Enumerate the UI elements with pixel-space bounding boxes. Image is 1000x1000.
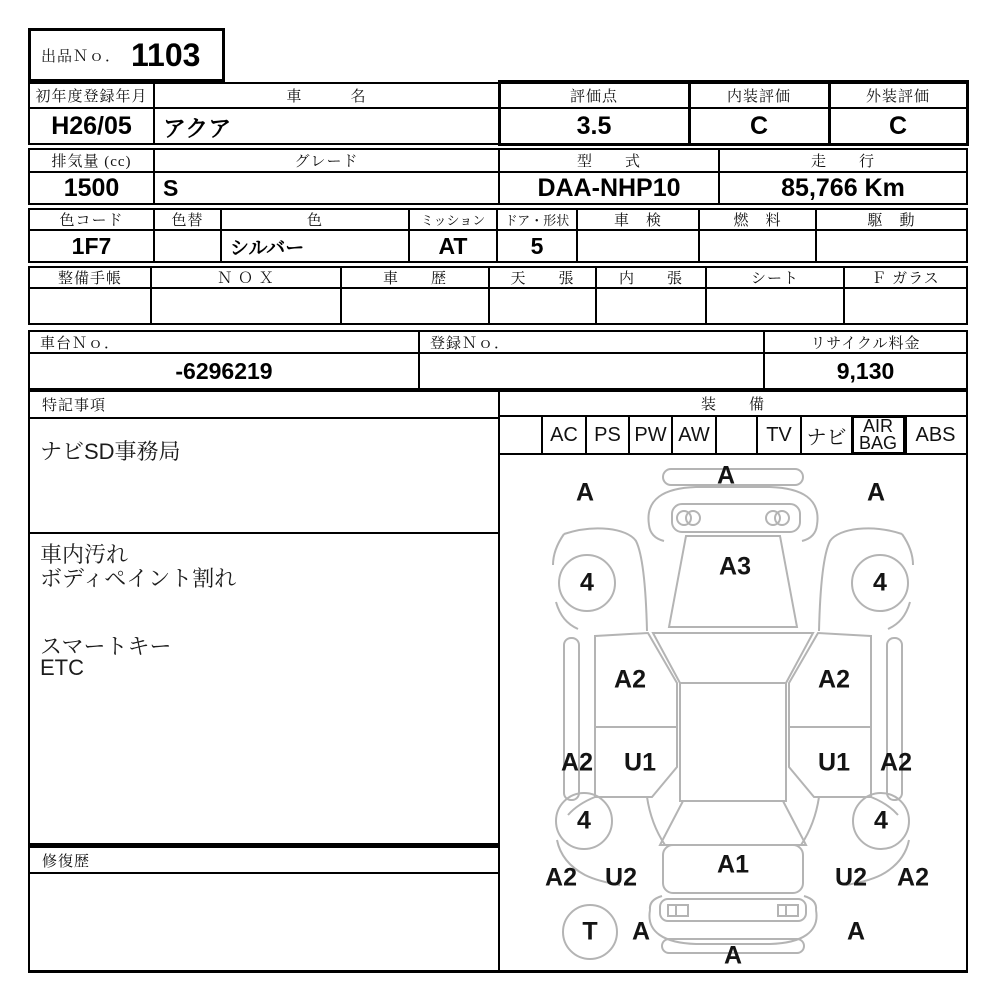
- repair-history-title: 修復歴: [30, 848, 498, 874]
- displacement-label: 排気量 (cc): [28, 148, 155, 173]
- car-name-label: 車 名: [155, 82, 500, 109]
- equipment-cell-pw: PW: [630, 415, 673, 455]
- exterior-grade-value: C: [830, 109, 968, 145]
- interior-grade-label: 内装評価: [690, 82, 830, 109]
- hood: [669, 536, 797, 627]
- score-value: 3.5: [500, 109, 690, 145]
- color-code-label: 色コード: [28, 208, 155, 231]
- damage-marker: A2: [545, 863, 577, 892]
- damage-marker: 4: [580, 568, 594, 597]
- recycle-fee-value: 9,130: [765, 354, 968, 390]
- car-name-value: アクア: [155, 109, 500, 145]
- equipment-cell-ps: PS: [587, 415, 630, 455]
- seat-label: シート: [707, 266, 845, 289]
- front-fender-left: [564, 528, 647, 631]
- rear-light-left: [668, 905, 688, 916]
- damage-marker: A2: [897, 863, 929, 892]
- damage-marker: A1: [717, 850, 749, 879]
- damage-marker: A: [846, 917, 866, 946]
- note-line: ETC: [40, 655, 84, 680]
- inspection-value: [578, 231, 700, 263]
- displacement-value: 1500: [28, 173, 155, 205]
- damage-marker: A3: [719, 552, 751, 581]
- drivetrain-label: 駆 動: [817, 208, 968, 231]
- front-bumper: [648, 487, 817, 525]
- equipment-cell-tv: TV: [758, 415, 802, 455]
- damage-marker: A2: [818, 665, 850, 694]
- front-fender-right: [819, 528, 902, 631]
- damage-marker: A2: [880, 748, 912, 777]
- service-book-label: 整備手帳: [28, 266, 152, 289]
- equipment-cell-empty: [717, 415, 758, 455]
- damage-marker: A2: [561, 748, 593, 777]
- front-glass-label: Ｆ ガラス: [845, 266, 968, 289]
- note-line: ボディペイント割れ: [40, 566, 237, 591]
- transmission-value: AT: [410, 231, 498, 263]
- score-label: 評価点: [500, 82, 690, 109]
- damage-marker: A2: [614, 665, 646, 694]
- doors-value: 5: [498, 231, 578, 263]
- color-value: シルバー: [222, 231, 410, 263]
- mileage-label: 走 行: [720, 148, 968, 173]
- grade-label: グレード: [155, 148, 500, 173]
- inspection-label: 車 検: [578, 208, 700, 231]
- exterior-grade-label: 外装評価: [830, 82, 968, 109]
- interior-grade-value: C: [690, 109, 830, 145]
- band-chassis: [28, 330, 968, 390]
- note-line: 車内汚れ: [40, 542, 129, 567]
- damage-marker: A: [716, 461, 736, 490]
- lot-number-label: 出品Ｎｏ．: [41, 48, 122, 65]
- equipment-header: 装 備: [498, 390, 968, 417]
- chassis-number-label: 車台Ｎｏ．: [28, 330, 420, 354]
- damage-marker: 4: [874, 806, 888, 835]
- equipment-cell-empty: [498, 415, 543, 455]
- damage-marker: A: [866, 478, 886, 507]
- rear-window: [660, 801, 806, 845]
- equipment-cell-aw: AW: [673, 415, 717, 455]
- nox-label: Ｎ Ｏ Ｘ: [152, 266, 342, 289]
- door-trim-label: 内 張: [597, 266, 707, 289]
- chassis-number-value: -6296219: [28, 354, 420, 390]
- lot-number-value: 1103: [131, 36, 201, 73]
- model-code-label: 型 式: [500, 148, 720, 173]
- special-notes-box: [28, 390, 500, 845]
- damage-marker: T: [582, 917, 598, 946]
- equipment-cell-airbag: AIR BAG: [853, 415, 905, 455]
- equipment-cell-navi: ナビ: [802, 415, 853, 455]
- airbag-emphasis-border: [851, 415, 907, 455]
- model-code-value: DAA-NHP10: [500, 173, 720, 205]
- damage-marker: U2: [605, 863, 637, 892]
- damage-marker: A: [575, 478, 595, 507]
- color-change-value: [155, 231, 222, 263]
- evaluation-divider: [688, 80, 691, 146]
- damage-marker: 4: [873, 568, 887, 597]
- first-registration-label: 初年度登録年月: [28, 82, 155, 109]
- damage-marker: U1: [624, 748, 656, 777]
- notes-divider: [30, 532, 498, 534]
- doors-label: ドア・形状: [498, 208, 578, 231]
- roof: [680, 683, 786, 801]
- damage-marker: A: [723, 941, 743, 970]
- car-outline: [500, 455, 966, 970]
- band-engine: [28, 148, 968, 205]
- first-registration-value: H26/05: [28, 109, 155, 145]
- fuel-label: 燃 料: [700, 208, 817, 231]
- rear-light-right: [778, 905, 798, 916]
- color-change-label: 色替: [155, 208, 222, 231]
- note-line: スマートキー: [40, 634, 172, 659]
- car-history-label: 車 歴: [342, 266, 490, 289]
- grade-value: S: [155, 173, 500, 205]
- registration-number-label: 登録Ｎｏ．: [420, 330, 765, 354]
- recycle-fee-label: リサイクル料金: [765, 330, 968, 354]
- rear-light-bar: [660, 899, 806, 921]
- drivetrain-value: [817, 231, 968, 263]
- windshield: [653, 633, 813, 683]
- seat-value: [707, 289, 845, 325]
- equipment-cell-ac: AC: [543, 415, 587, 455]
- mileage-value: 85,766 Km: [720, 173, 968, 205]
- band-color: [28, 208, 968, 263]
- repair-history-box: [28, 845, 500, 973]
- registration-number-value: [420, 354, 765, 390]
- evaluation-emphasis-border: [498, 80, 969, 146]
- service-book-value: [28, 289, 152, 325]
- color-code-value: 1F7: [28, 231, 155, 263]
- car-diagram-box: [498, 453, 968, 973]
- damage-marker: A: [631, 917, 651, 946]
- front-glass-value: [845, 289, 968, 325]
- band-maintenance: [28, 266, 968, 325]
- headliner-label: 天 張: [490, 266, 597, 289]
- damage-marker: U1: [818, 748, 850, 777]
- lot-number-box: [28, 28, 225, 82]
- car-history-value: [342, 289, 490, 325]
- equipment-cell-abs: ABS: [905, 415, 968, 455]
- door-trim-value: [597, 289, 707, 325]
- damage-marker: 4: [577, 806, 591, 835]
- fuel-value: [700, 231, 817, 263]
- note-line: ナビSD事務局: [40, 439, 181, 464]
- headliner-value: [490, 289, 597, 325]
- special-notes-title: 特記事項: [30, 392, 498, 419]
- evaluation-divider: [828, 80, 831, 146]
- color-label: 色: [222, 208, 410, 231]
- nox-value: [152, 289, 342, 325]
- transmission-label: ミッション: [410, 208, 498, 231]
- damage-marker: U2: [835, 863, 867, 892]
